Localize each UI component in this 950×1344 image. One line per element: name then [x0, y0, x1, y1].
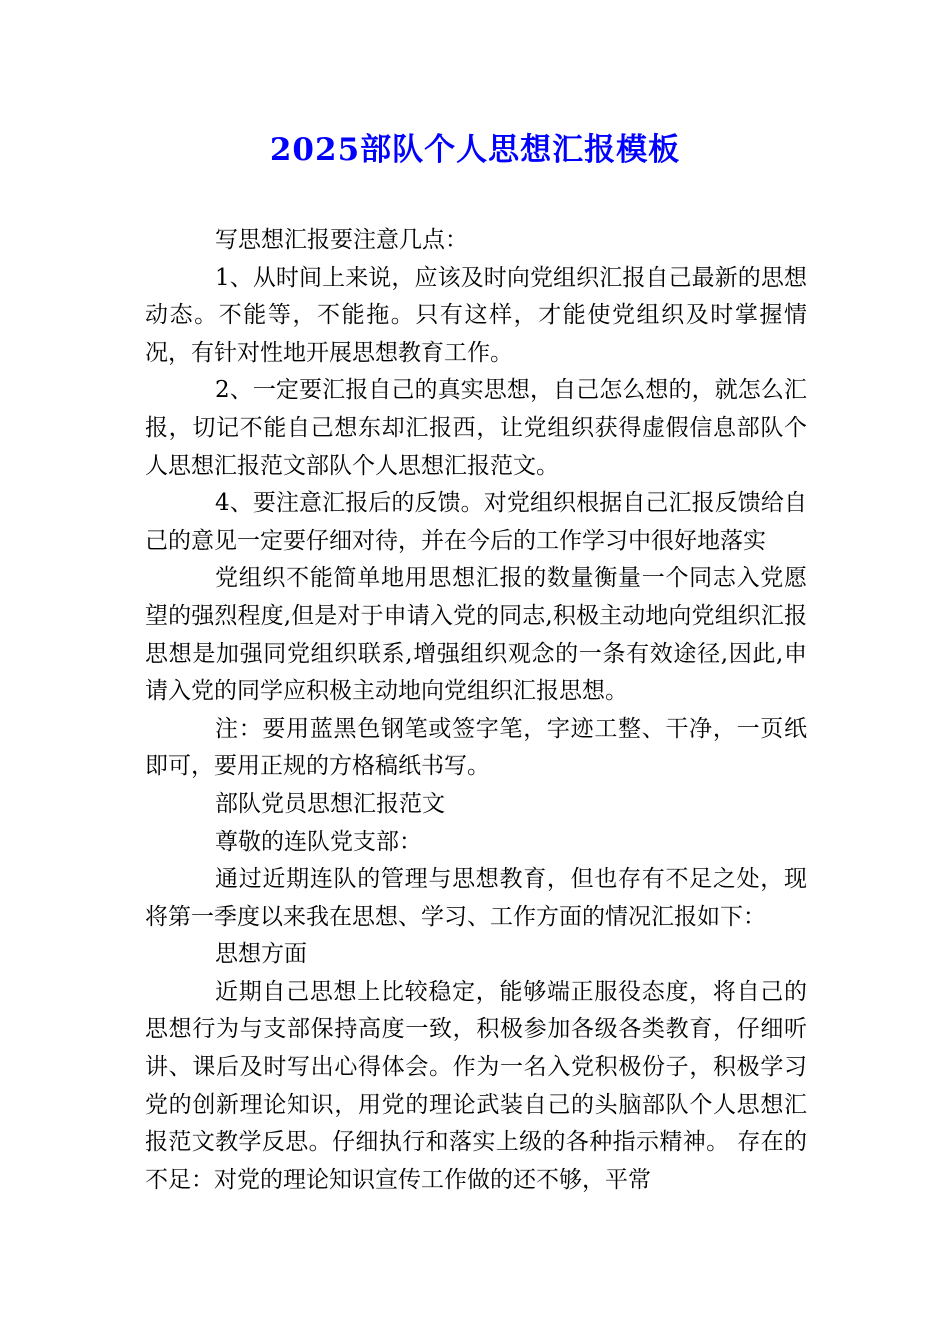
paragraph-note: 注：要用蓝黑色钢笔或签字笔，字迹工整、干净，一页纸即可，要用正规的方格稿纸书写。 — [145, 715, 807, 780]
document-body — [145, 222, 807, 1199]
paragraph-intro: 写思想汇报要注意几点： — [215, 227, 468, 253]
section-heading-sample: 部队党员思想汇报范文 — [215, 790, 445, 817]
paragraph-point-1: 1、从时间上来说，应该及时向党组织汇报自己最新的思想动态。不能等，不能拖。只有这样，才能使党组织及时掌握情况，有针对性地开展思想教育工作。 — [145, 264, 807, 366]
paragraph-salutation: 尊敬的连队党支部： — [215, 828, 422, 855]
paragraph-point-2: 2、一定要汇报自己的真实思想，自己怎么想的，就怎么汇报，切记不能自己想东却汇报西，让党组织获得虚假信息部队个人思想汇报范文部队个人思想汇报范文。 — [145, 377, 807, 479]
paragraph-party-organization: 党组织不能简单地用思想汇报的数量衡量一个同志入党愿望的强烈程度,但是对于申请入党的同志,积极主动地向党组织汇报思想是加强同党组织联系,增强组织观念的一条有效途径,因此,申请入党的同学应积极主动地向党组织汇报思想。 — [145, 565, 807, 705]
paragraph-report-intro: 通过近期连队的管理与思想教育，但也存有不足之处，现将第一季度以来我在思想、学习、工作方面的情况汇报如下： — [145, 866, 807, 930]
section-heading-thought: 思想方面 — [215, 941, 307, 968]
document-title: 2025部队个人思想汇报模板 — [269, 132, 681, 168]
paragraph-thought-details: 近期自己思想上比较稳定，能够端正服役态度，将自己的思想行为与支部保持高度一致，积极参加各级各类教育，仔细听讲、课后及时写出心得体会。作为一名入党积极份子，积极学习党的创新理论知识，用党的理论武装自己的头脑部队个人思想汇报范文教学反思。仔细执行和落实上级的各种指示精神。 存在的不足：对党的理论知识宣传工作做的还不够，平常 — [145, 978, 807, 1193]
paragraph-point-4: 4、要注意汇报后的反馈。对党组织根据自己汇报反馈给自己的意见一定要仔细对待，并在今后的工作学习中很好地落实 — [145, 490, 807, 554]
